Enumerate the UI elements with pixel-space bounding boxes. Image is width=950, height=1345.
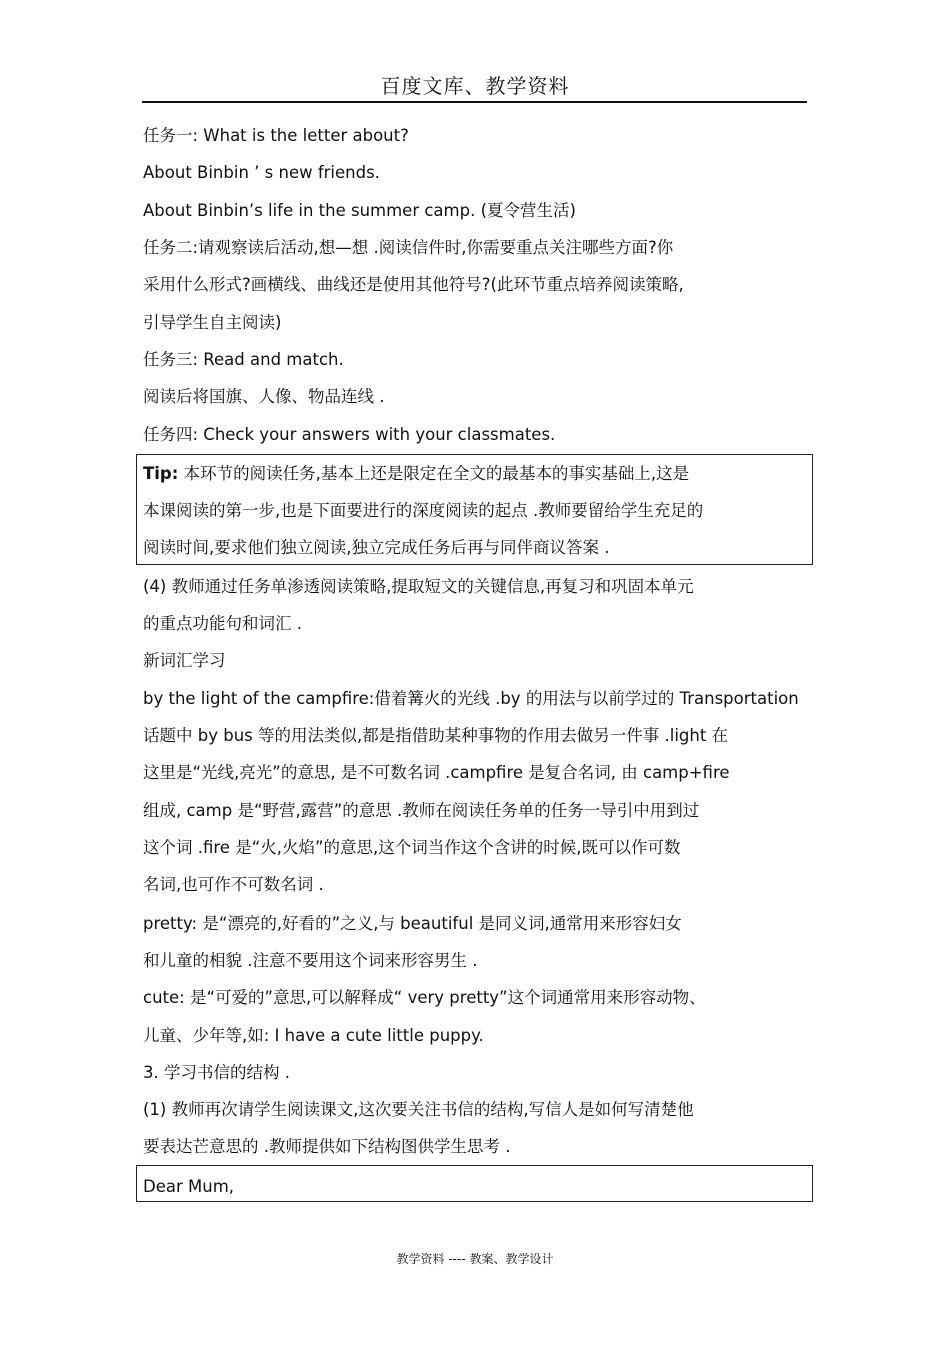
text-line: About Binbin ’ s new friends. bbox=[143, 163, 380, 182]
tip-line: 本课阅读的第一步,也是下面要进行的深度阅读的起点 .教师要留给学生充足的 bbox=[143, 501, 704, 520]
text-line: 这个词 .fire 是“火,火焰”的意思,这个词当作这个含讲的时候,既可以作可数 bbox=[143, 838, 681, 857]
text-line: 这里是“光线,亮光”的意思, 是不可数名词 .campfire 是复合名词, 由 camp+fire bbox=[143, 763, 730, 782]
text-line: by the light of the campfire:借着篝火的光线 .by 的用法与以前学过的 Transportation bbox=[143, 689, 799, 708]
page-footer: 教学资料 ---- 教案、教学设计 bbox=[396, 1252, 554, 1266]
task-3-line: 任务三: Read and match. bbox=[143, 350, 344, 369]
letter-structure-box bbox=[136, 1165, 813, 1202]
text-line: 名词,也可作不可数名词 . bbox=[143, 875, 324, 894]
text-line: (4) 教师通过任务单渗透阅读策略,提取短文的关键信息,再复习和巩固本单元 bbox=[143, 577, 694, 596]
tip-label: Tip: bbox=[143, 464, 179, 483]
task-2-line: 任务二:请观察读后活动,想—想 .阅读信件时,你需要重点关注哪些方面?你 bbox=[143, 238, 674, 257]
text-line: 组成, camp 是“野营,露营”的意思 .教师在阅读任务单的任务一导引中用到过 bbox=[143, 801, 700, 820]
text-line: 和儿童的相貌 .注意不要用这个词来形容男生 . bbox=[143, 951, 478, 970]
text-line: 采用什么形式?画横线、曲线还是使用其他符号?(此环节重点培养阅读策略, bbox=[143, 275, 684, 294]
text-line: pretty: 是“漂亮的,好看的”之义,与 beautiful 是同义词,通常用来形容妇女 bbox=[143, 914, 682, 933]
task-1-line: 任务一: What is the letter about? bbox=[143, 126, 409, 145]
text-line: cute: 是“可爱的”意思,可以解释成“ very pretty”这个词通常用来形容动物、 bbox=[143, 988, 706, 1007]
task-4-line: 任务四: Check your answers with your classmates. bbox=[143, 425, 556, 444]
letter-salutation: Dear Mum, bbox=[143, 1177, 235, 1196]
tip-line: 阅读时间,要求他们独立阅读,独立完成任务后再与同伴商议答案 . bbox=[143, 538, 610, 557]
page-header-title: 百度文库、教学资料 bbox=[380, 74, 570, 98]
text-line: 引导学生自主阅读) bbox=[143, 313, 282, 332]
text-line: 阅读后将国旗、人像、物品连线 . bbox=[143, 387, 385, 406]
text-line: 的重点功能句和词汇 . bbox=[143, 614, 302, 633]
text-line: About Binbin’s life in the summer camp. (夏令营生活) bbox=[143, 201, 576, 220]
section-heading: 新词汇学习 bbox=[143, 651, 226, 670]
tip-text: 本环节的阅读任务,基本上还是限定在全文的最基本的事实基础上,这是 bbox=[183, 464, 690, 483]
section-heading: 3. 学习书信的结构 . bbox=[143, 1063, 290, 1082]
tip-line bbox=[143, 463, 689, 485]
text-line: 儿童、少年等,如: I have a cute little puppy. bbox=[143, 1026, 484, 1045]
header-rule bbox=[142, 101, 807, 103]
text-line: 要表达芒意思的 .教师提供如下结构图供学生思考 . bbox=[143, 1137, 511, 1156]
text-line: 话题中 by bus 等的用法类似,都是指借助某种事物的作用去做另一件事 .light 在 bbox=[143, 726, 729, 745]
text-line: (1) 教师再次请学生阅读课文,这次要关注书信的结构,写信人是如何写清楚他 bbox=[143, 1100, 694, 1119]
